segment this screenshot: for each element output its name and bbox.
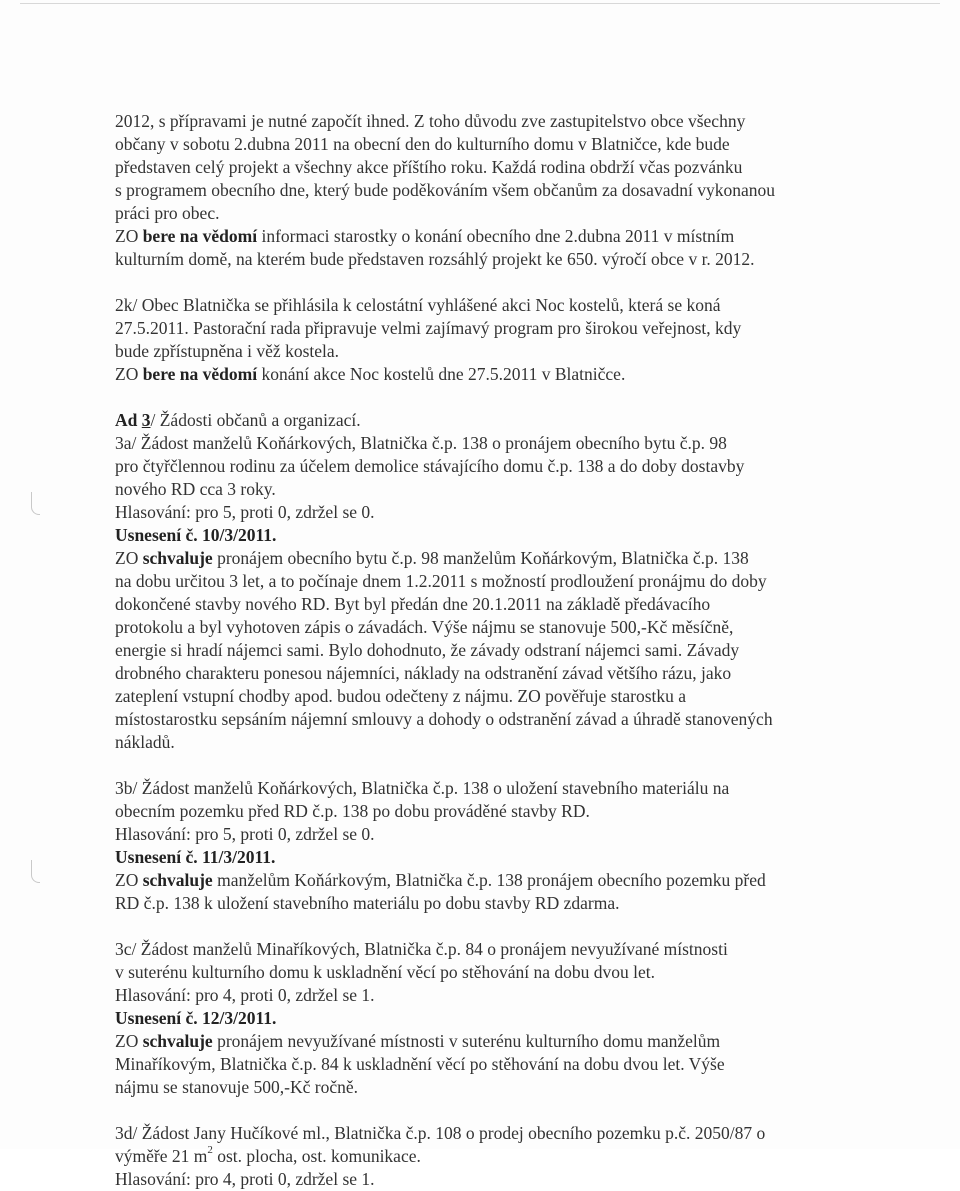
zo-prefix: ZO <box>115 1031 143 1051</box>
text-line: s programem obecního dne, který bude poděkováním všem občanům za dosavadní vykonanou <box>115 180 775 200</box>
paragraph-gap <box>115 1099 855 1122</box>
resolution-number <box>115 524 855 547</box>
page-top-edge <box>20 3 940 4</box>
margin-punch-mark <box>31 492 40 515</box>
text-line: nájmu se stanovuje 500,-Kč ročně. <box>115 1077 358 1097</box>
paragraph-gap <box>115 915 855 938</box>
section-ad3 <box>115 409 855 432</box>
document-body <box>115 110 855 1191</box>
resolution-label: Usnesení č. 11/3/2011. <box>115 847 276 867</box>
text-line: dokončené stavby nového RD. Byt byl předán dne 20.1.2011 na základě předávacího <box>115 594 711 614</box>
text-line: RD č.p. 138 k uložení stavebního materiálu po dobu stavby RD zdarma. <box>115 893 620 913</box>
zo-statement <box>115 869 855 892</box>
item-3a <box>115 432 855 754</box>
zo-prefix: ZO <box>115 226 143 246</box>
zo-text: pronájem obecního bytu č.p. 98 manželům Koňárkovým, Blatnička č.p. 138 <box>212 548 749 568</box>
zo-statement <box>115 363 855 386</box>
text-line: nákladů. <box>115 732 175 752</box>
resolution-label: Usnesení č. 12/3/2011. <box>115 1008 277 1028</box>
item-3c <box>115 938 855 1099</box>
text-line: energie si hradí nájemci sami. Bylo dohodnuto, že závady odstraní nájemci sami. Závady <box>115 640 740 660</box>
text-line: pro čtyřčlennou rodinu za účelem demolice stávajícího domu č.p. 138 a do doby dostavby <box>115 456 745 476</box>
paragraph-gap <box>115 271 855 294</box>
text-line: 2k/ Obec Blatnička se přihlásila k celostátní vyhlášené akci Noc kostelů, která se koná <box>115 295 721 315</box>
text-line: protokolu a byl vyhotoven zápis o závadách. Výše nájmu se stanovuje 500,-Kč měsíčně, <box>115 617 734 637</box>
heading-number: Ad 3 <box>115 410 151 430</box>
item-3b <box>115 777 855 915</box>
resolution-number <box>115 846 855 869</box>
text-line: zateplení vstupní chodby apod. budou odečteny z nájmu. ZO pověřuje starostku a <box>115 686 687 706</box>
text-line: bude zpřístupněna i věž kostela. <box>115 341 340 361</box>
zo-prefix: ZO <box>115 870 143 890</box>
vote-result: Hlasování: pro 4, proti 0, zdržel se 1. <box>115 985 375 1005</box>
text-line: v suterénu kulturního domu k uskladnění věcí po stěhování na dobu dvou let. <box>115 962 655 982</box>
text-line: 3b/ Žádost manželů Koňárkových, Blatnička č.p. 138 o uložení stavebního materiálu na <box>115 778 730 798</box>
resolution-number <box>115 1007 855 1030</box>
vote-result: Hlasování: pro 4, proti 0, zdržel se 1. <box>115 1169 375 1189</box>
text-line: drobného charakteru ponesou nájemníci, náklady na odstranění závad většího rázu, jako <box>115 663 732 683</box>
text-line: na dobu určitou 3 let, a to počínaje dnem 1.2.2011 s možností prodloužení pronájmu do doby <box>115 571 767 591</box>
area-exponent: 2 <box>207 1144 213 1157</box>
zo-verb: schvaluje <box>142 548 213 568</box>
zo-statement <box>115 225 855 248</box>
zo-text: manželům Koňárkovým, Blatnička č.p. 138 pronájem obecního pozemku před <box>212 870 766 890</box>
vote-result: Hlasování: pro 5, proti 0, zdržel se 0. <box>115 502 375 522</box>
zo-text: informaci starostky o konání obecního dne 2.dubna 2011 v místním <box>257 226 735 246</box>
text-line: místostarostku sepsáním nájemní smlouvy a dohody o odstranění závad a úhradě stanovených <box>115 709 773 729</box>
vote-result: Hlasování: pro 5, proti 0, zdržel se 0. <box>115 824 375 844</box>
paragraph-2k <box>115 294 855 386</box>
item-3d <box>115 1122 855 1191</box>
zo-text: pronájem nevyužívané místnosti v suterénu kulturního domu manželům <box>212 1031 721 1051</box>
heading-text: / Žádosti občanů a organizací. <box>150 410 361 430</box>
text-line: práci pro obec. <box>115 203 220 223</box>
text-line: představen celý projekt a všechny akce příštího roku. Každá rodina obdrží včas pozvánku <box>115 157 743 177</box>
text-line: občany v sobotu 2.dubna 2011 na obecní den do kulturního domu v Blatničce, kde bude <box>115 134 730 154</box>
text-line: 27.5.2011. Pastorační rada připravuje velmi zajímavý program pro širokou veřejnost, kdy <box>115 318 742 338</box>
text-line: 2012, s přípravami je nutné započít ihned. Z toho důvodu zve zastupitelstvo obce všechny <box>115 111 746 131</box>
area-text-rest: ost. plocha, ost. komunikace. <box>212 1146 421 1166</box>
text-line: Minaříkovým, Blatnička č.p. 84 k uskladnění věcí po stěhování na dobu dvou let. Výše <box>115 1054 725 1074</box>
text-line: obecním pozemku před RD č.p. 138 po dobu prováděné stavby RD. <box>115 801 590 821</box>
text-line: 3d/ Žádost Jany Hučíkové ml., Blatnička č.p. 108 o prodej obecního pozemku p.č. 2050/87 o <box>115 1123 766 1143</box>
text-line: kulturním domě, na kterém bude představen rozsáhlý projekt ke 650. výročí obce v r. 2012. <box>115 249 755 269</box>
zo-statement <box>115 547 855 570</box>
zo-verb: bere na vědomí <box>142 226 258 246</box>
zo-prefix: ZO <box>115 364 143 384</box>
paragraph-obecni-den <box>115 110 855 271</box>
text-line: nového RD cca 3 roky. <box>115 479 276 499</box>
zo-verb: bere na vědomí <box>142 364 258 384</box>
zo-statement <box>115 1030 855 1053</box>
text-line <box>115 1145 855 1168</box>
zo-verb: schvaluje <box>142 870 213 890</box>
zo-prefix: ZO <box>115 548 143 568</box>
paragraph-gap <box>115 754 855 777</box>
zo-text: konání akce Noc kostelů dne 27.5.2011 v Blatničce. <box>257 364 626 384</box>
area-text: výměře 21 m <box>115 1146 208 1166</box>
resolution-label: Usnesení č. 10/3/2011. <box>115 525 277 545</box>
text-line: 3a/ Žádost manželů Koňárkových, Blatnička č.p. 138 o pronájem obecního bytu č.p. 98 <box>115 433 727 453</box>
text-line: 3c/ Žádost manželů Minaříkových, Blatnička č.p. 84 o pronájem nevyužívané místnosti <box>115 939 728 959</box>
paragraph-gap <box>115 386 855 409</box>
section-heading <box>115 409 855 432</box>
margin-punch-mark <box>31 860 40 883</box>
zo-verb: schvaluje <box>142 1031 213 1051</box>
